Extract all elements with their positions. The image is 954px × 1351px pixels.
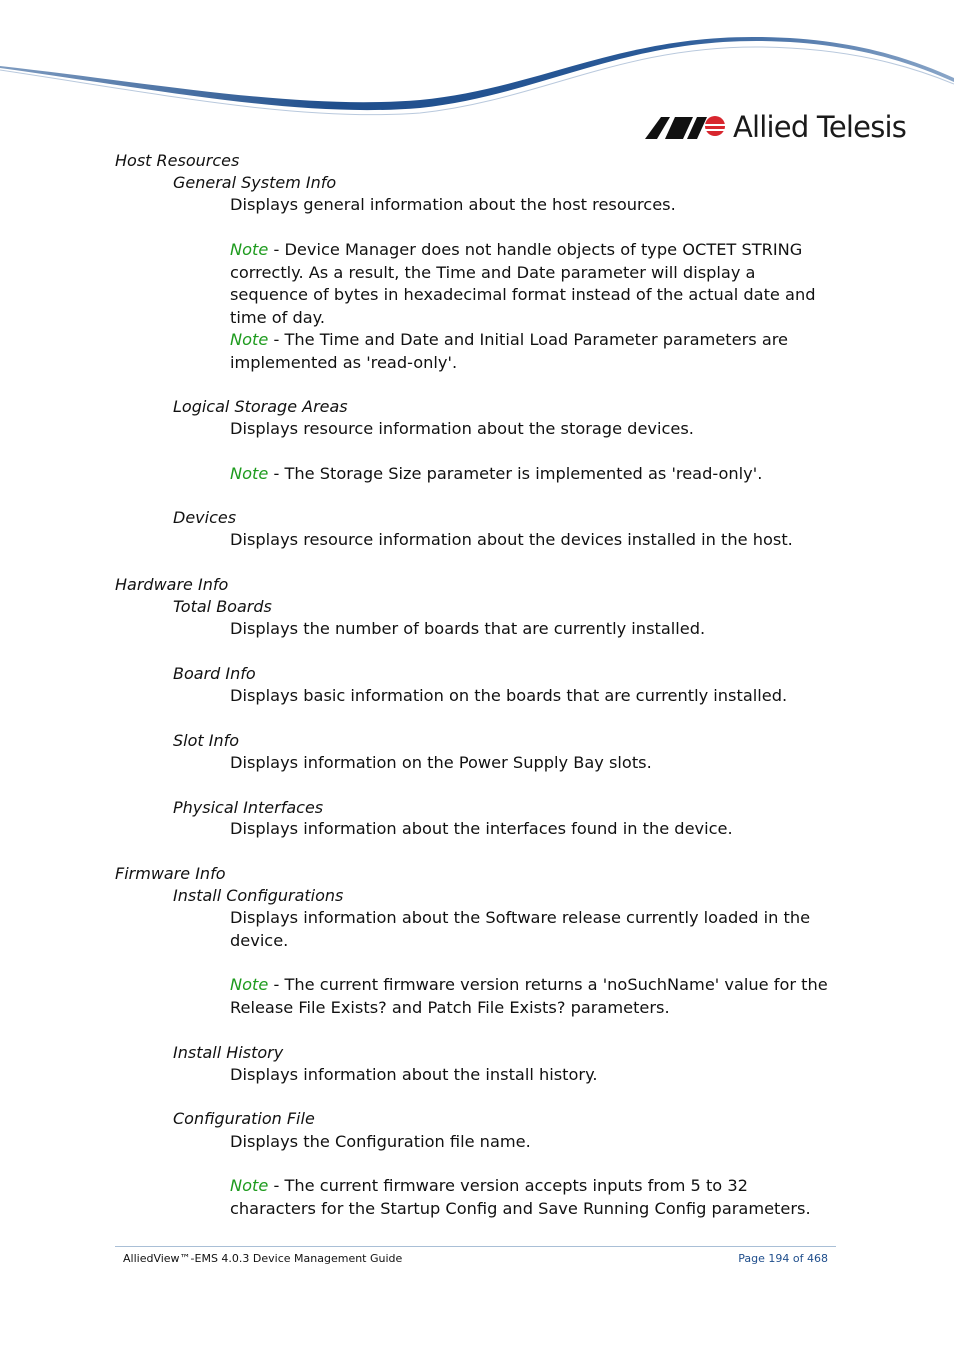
note-paragraph: [230, 329, 830, 374]
footer-doc-title: AlliedView™-EMS 4.0.3 Device Management Guide: [123, 1252, 403, 1265]
note-text: - The Time and Date and Initial Load Parameter parameters are implemented as 'read-only'.: [230, 330, 789, 372]
subsection-title: Configuration File: [173, 1109, 315, 1128]
description: Displays resource information about the devices installed in the host.: [230, 530, 793, 549]
footer-divider: [115, 1246, 836, 1247]
subsection-title: General System Info: [173, 173, 337, 192]
description: Displays information on the Power Supply Bay slots.: [230, 753, 652, 772]
note-label: Note: [230, 240, 269, 259]
description: Displays basic information on the boards that are currently installed.: [230, 686, 788, 705]
note-paragraph: [230, 974, 830, 1019]
description: Displays information about the Software release currently loaded in the device.: [230, 908, 811, 950]
subsection-title: Install History: [173, 1043, 284, 1062]
note-text: - The current firmware version accepts inputs from 5 to 32 characters for the Startup Config and Save Running Config parameters.: [230, 1176, 811, 1218]
section-title-host-resources: Host Resources: [115, 151, 240, 170]
description: Displays general information about the host resources.: [230, 195, 676, 214]
logo-mark-icon: [645, 114, 725, 140]
note-text: - Device Manager does not handle objects of type OCTET STRING correctly. As a result, the Time and Date parameter will display a sequence of bytes in hexadecimal format instead of the actual date and time of day.: [230, 240, 816, 327]
note-text: - The current firmware version returns a 'noSuchName' value for the Release File Exists? and Patch File Exists? parameters.: [230, 975, 828, 1017]
description: Displays resource information about the storage devices.: [230, 419, 694, 438]
note-label: Note: [230, 330, 269, 349]
brand-name: Allied Telesis: [733, 110, 907, 144]
description: Displays information about the interfaces found in the device.: [230, 819, 733, 838]
description: Displays information about the install history.: [230, 1065, 598, 1084]
subsection-title: Slot Info: [173, 731, 240, 750]
allied-telesis-logo: [645, 108, 906, 146]
note-label: Note: [230, 1176, 269, 1195]
subsection-title: Total Boards: [173, 597, 272, 616]
subsection-title: Install Configurations: [173, 886, 344, 905]
subsection-title: Physical Interfaces: [173, 798, 324, 817]
note-label: Note: [230, 975, 269, 994]
section-title-firmware-info: Firmware Info: [115, 864, 226, 883]
section-title-hardware-info: Hardware Info: [115, 575, 229, 594]
note-label: Note: [230, 464, 269, 483]
subsection-title: Board Info: [173, 664, 256, 683]
note-text: - The Storage Size parameter is implemented as 'read-only'.: [268, 464, 763, 483]
footer-page-number: Page 194 of 468: [738, 1252, 828, 1265]
note-paragraph: [230, 463, 830, 486]
note-paragraph: [230, 1175, 830, 1220]
subsection-title: Devices: [173, 508, 237, 527]
note-paragraph: [230, 239, 830, 329]
header-swoosh: [0, 0, 954, 125]
description: Displays the number of boards that are currently installed.: [230, 619, 706, 638]
subsection-title: Logical Storage Areas: [173, 397, 348, 416]
description: Displays the Configuration file name.: [230, 1132, 531, 1151]
